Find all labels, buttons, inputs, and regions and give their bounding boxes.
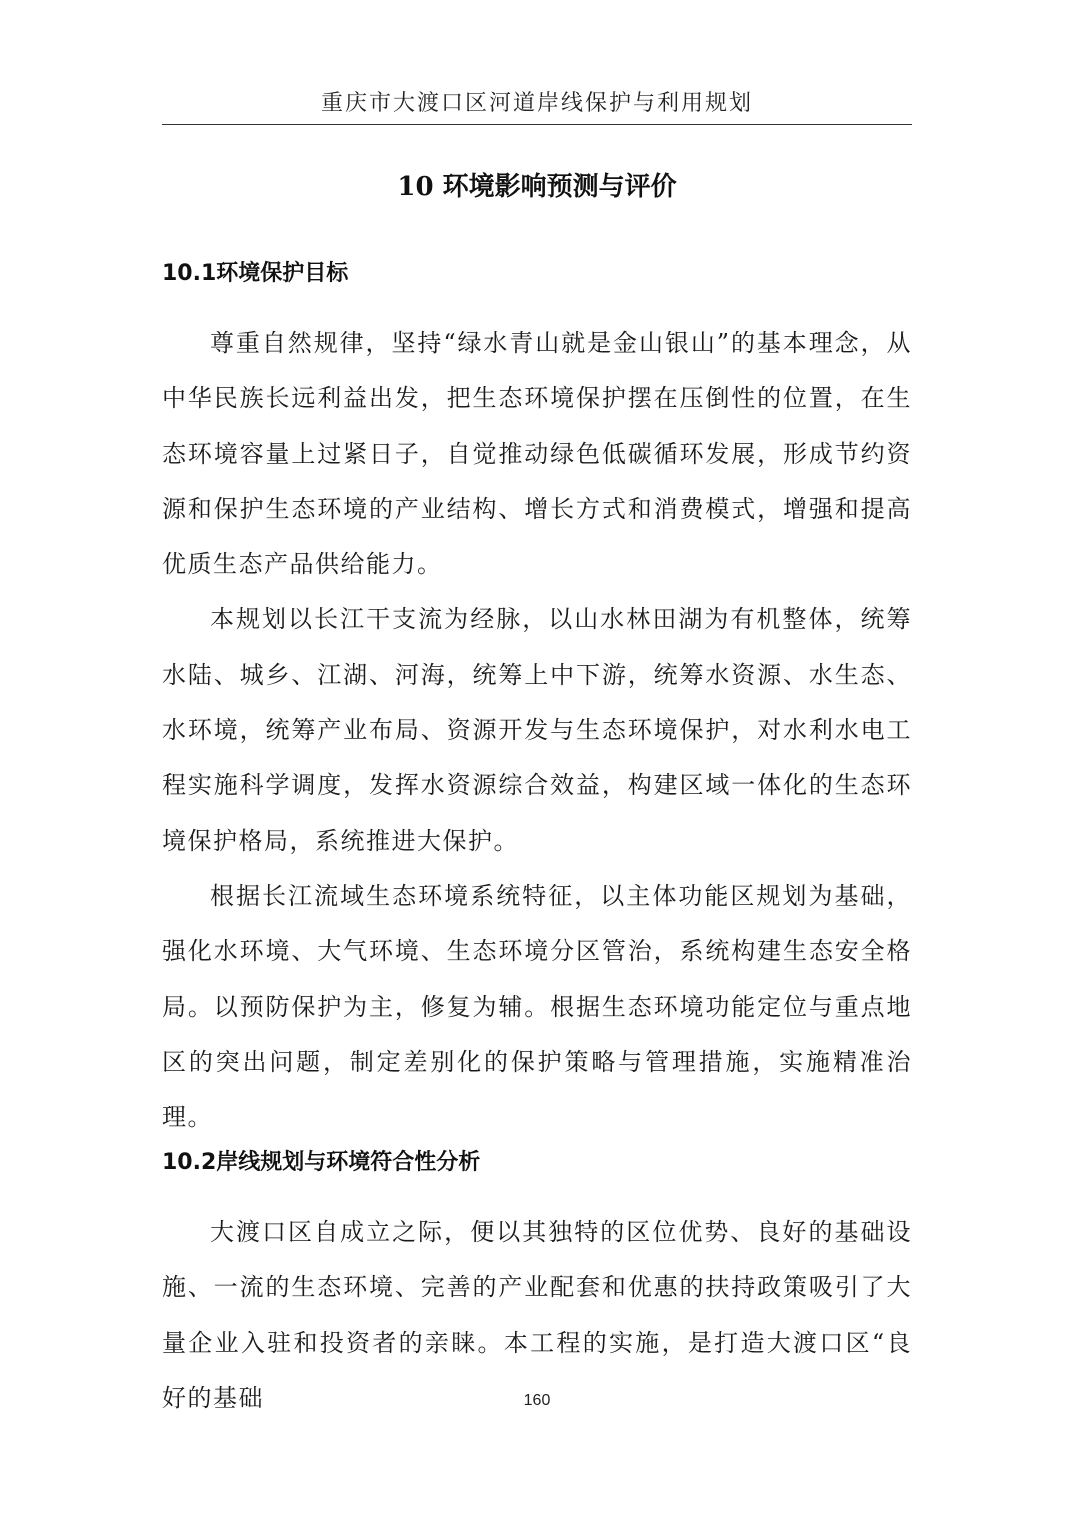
section-body-10-1 [162,316,912,1145]
page-number: 160 [523,1392,551,1409]
paragraph: 尊重自然规律，坚持“绿水青山就是金山银山”的基本理念，从中华民族长远利益出发，把生态环境保护摆在压倒性的位置，在生态环境容量上过紧日子，自觉推动绿色低碳循环发展，形成节约资源和保护生态环境的产业结构、增长方式和消费模式，增强和提高优质生态产品供给能力。 [162,329,912,579]
chapter-title: 10 环境影响预测与评价 [397,172,677,202]
running-header: 重庆市大渡口区河道岸线保护与利用规划 [320,91,753,116]
paragraph: 本规划以长江干支流为经脉，以山水林田湖为有机整体，统筹水陆、城乡、江湖、河海，统筹上中下游，统筹水资源、水生态、水环境，统筹产业布局、资源开发与生态环境保护，对水利水电工程实施科学调度，发挥水资源综合效益，构建区域一体化的生态环境保护格局，系统推进大保护。 [162,605,912,855]
section-heading-10-1: 10.1环境保护目标 [162,261,349,286]
header-divider [162,124,912,125]
paragraph: 大渡口区自成立之际，便以其独特的区位优势、良好的基础设施、一流的生态环境、完善的产业配套和优惠的扶持政策吸引了大量企业入驻和投资者的亲睐。本工程的实施，是打造大渡口区“良好的基础 [162,1218,912,1412]
section-heading-10-2: 10.2岸线规划与环境符合性分析 [162,1150,481,1175]
paragraph: 根据长江流域生态环境系统特征，以主体功能区规划为基础，强化水环境、大气环境、生态环境分区管治，系统构建生态安全格局。以预防保护为主，修复为辅。根据生态环境功能定位与重点地区的突出问题，制定差别化的保护策略与管理措施，实施精准治理。 [162,881,912,1132]
